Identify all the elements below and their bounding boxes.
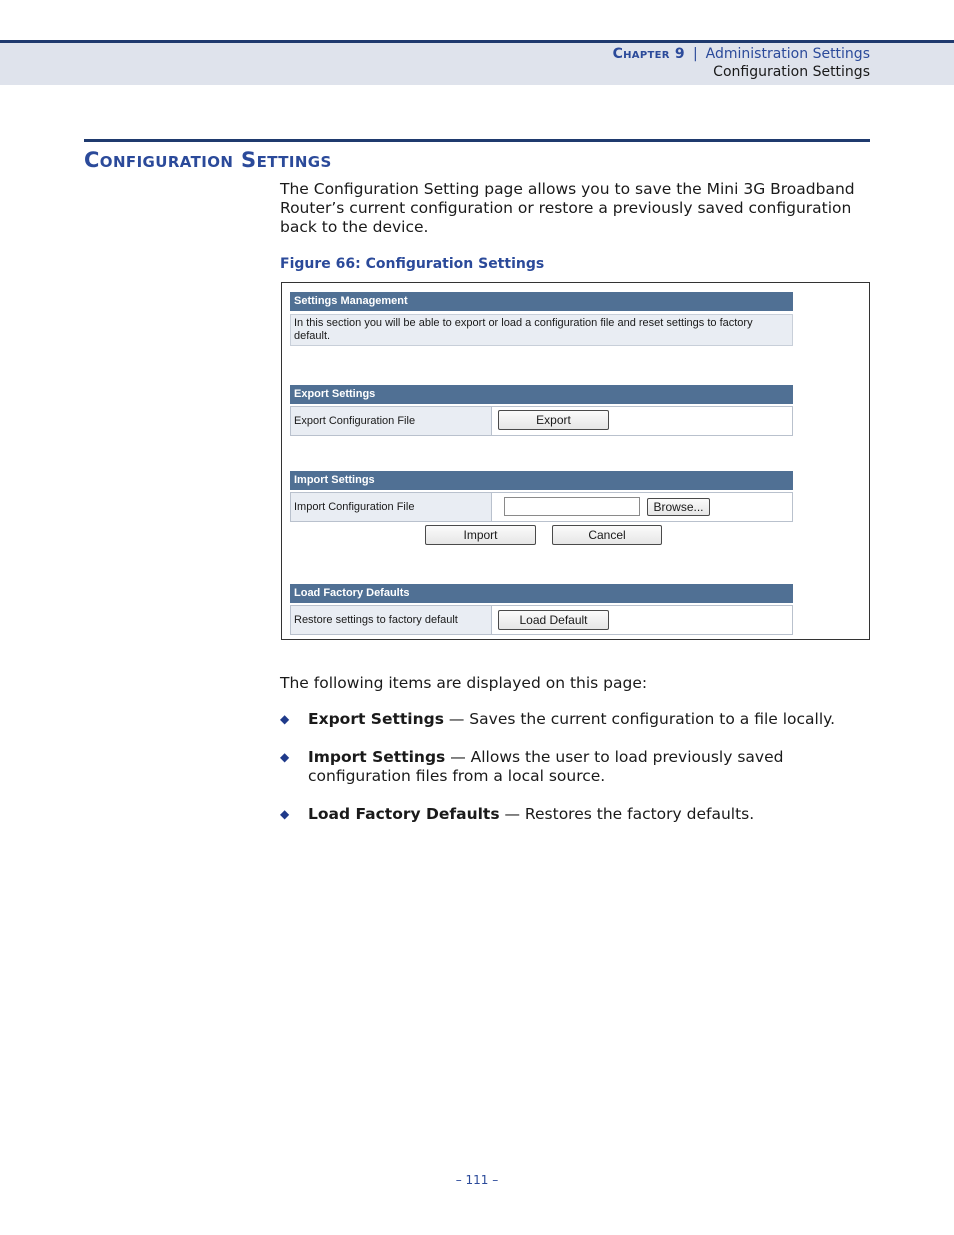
items-intro: The following items are displayed on this page: — [280, 674, 648, 692]
list-item — [280, 710, 870, 729]
list-item — [280, 748, 870, 786]
export-settings-header: Export Settings — [290, 385, 793, 404]
load-default-button[interactable]: Load Default — [498, 610, 609, 630]
browse-button[interactable]: Browse... — [647, 498, 710, 516]
factory-label: Restore settings to factory default — [291, 606, 492, 634]
list-item — [280, 805, 870, 824]
export-label: Export Configuration File — [291, 407, 492, 435]
chapter-title: Administration Settings — [705, 46, 870, 62]
import-label: Import Configuration File — [291, 493, 492, 521]
intro-paragraph: The Configuration Setting page allows you to save the Mini 3G Broadband Router’s current configuration or restore a previously saved configuration back to the device. — [280, 180, 855, 236]
section-rule — [84, 139, 870, 142]
items-list — [280, 710, 870, 843]
factory-row — [290, 605, 793, 635]
export-row — [290, 406, 793, 436]
import-button[interactable]: Import — [425, 525, 536, 545]
item-desc: — Restores the factory defaults. — [499, 805, 755, 823]
bullet-diamond-icon: ◆ — [280, 712, 290, 726]
header-separator: | — [692, 46, 698, 62]
import-settings-header: Import Settings — [290, 471, 793, 490]
settings-management-description: In this section you will be able to export or load a configuration file and reset settings to factory default. — [290, 314, 793, 346]
page-number: – 111 – — [455, 1173, 499, 1187]
running-header-section: Configuration Settings — [713, 64, 870, 80]
item-term: Export Settings — [308, 710, 444, 728]
import-row — [290, 492, 793, 522]
configuration-settings-figure — [281, 282, 870, 640]
item-term: Import Settings — [308, 748, 446, 766]
bullet-diamond-icon: ◆ — [280, 807, 290, 821]
item-desc: — Saves the current configuration to a file locally. — [443, 710, 836, 728]
section-title: Configuration Settings — [84, 148, 332, 172]
bullet-diamond-icon: ◆ — [280, 750, 290, 764]
item-desc: — Allows the user to load previously saved configuration files from a local source. — [308, 748, 784, 785]
running-header-chapter — [613, 46, 870, 62]
settings-management-header: Settings Management — [290, 292, 793, 311]
export-button[interactable]: Export — [498, 410, 609, 430]
chapter-number: Chapter 9 — [612, 46, 685, 62]
cancel-button[interactable]: Cancel — [552, 525, 662, 545]
import-file-input[interactable] — [504, 497, 640, 516]
load-factory-defaults-header: Load Factory Defaults — [290, 584, 793, 603]
figure-caption: Figure 66: Configuration Settings — [280, 256, 545, 272]
item-term: Load Factory Defaults — [308, 805, 500, 823]
